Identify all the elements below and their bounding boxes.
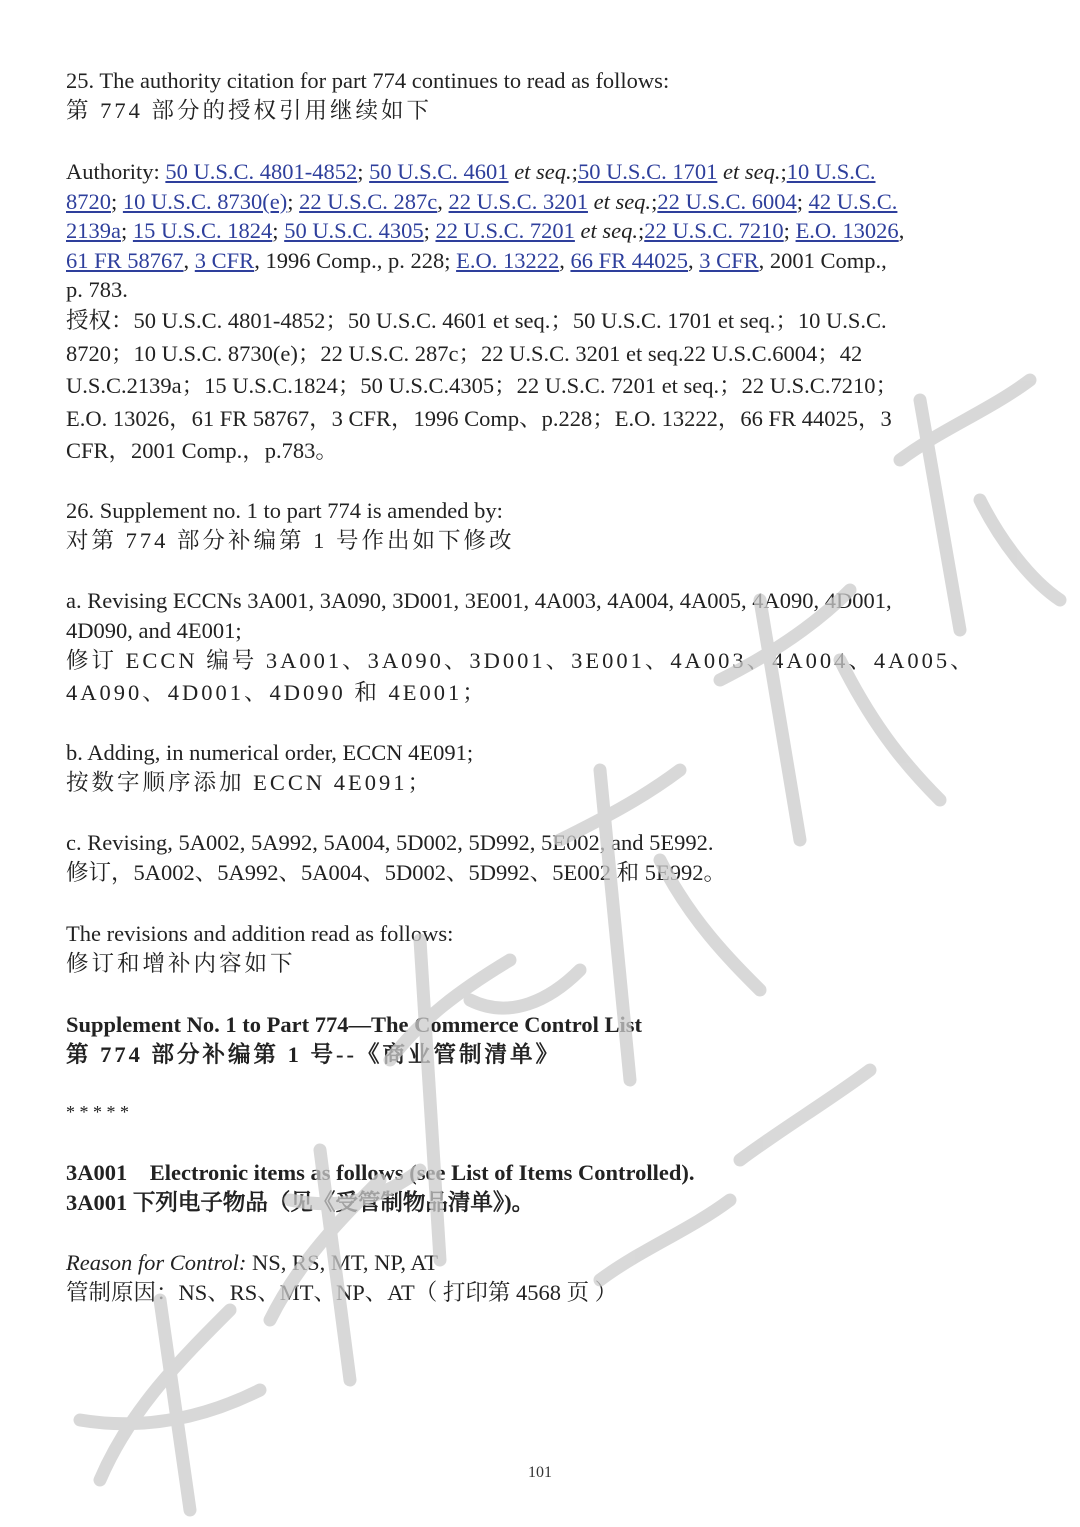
section-25-zh: 第 774 部分的授权引用继续如下 xyxy=(66,97,433,123)
comp-1996: 1996 Comp., p. 228; xyxy=(265,247,451,273)
citation-link[interactable]: 50 U.S.C. 1701 xyxy=(577,159,718,184)
watermark-image xyxy=(40,300,1080,1527)
authority-line-4: 61 FR 58767, 3 CFR, 1996 Comp., p. 228; E.O. 13222, 66 FR 44025, 3 CFR, 2001 Comp., xyxy=(66,247,887,273)
section-25 xyxy=(66,66,1018,125)
authority-zh xyxy=(66,305,1018,468)
citation-link[interactable]: 50 U.S.C. 4801-4852 xyxy=(165,159,358,184)
item-c-zh: 修订，5A002、5A992、5A004、5D002、5D992、5E002 和 5E992。 xyxy=(66,859,726,885)
citation-link[interactable]: 22 U.S.C. 7201 xyxy=(435,218,575,243)
item-a-zh-line: 修订 ECCN 编号 3A001、3A090、3D001、3E001、4A003、4A004、4A005、 xyxy=(66,648,976,673)
item-a-en-line: 4D090, and 4E001; xyxy=(66,617,242,643)
eccn-3a001 xyxy=(66,1158,1018,1217)
section-26-en: 26. Supplement no. 1 to part 774 is amended by: xyxy=(66,498,503,523)
item-c-en: c. Revising, 5A002, 5A992, 5A004, 5D002, 5D992, 5E002, and 5E992. xyxy=(66,830,714,855)
item-c xyxy=(66,828,1018,887)
authority-zh-line: CFR，2001 Comp.，p.783。 xyxy=(66,438,338,463)
section-26-zh: 对第 774 部分补编第 1 号作出如下修改 xyxy=(66,527,515,553)
et-seq: et seq. xyxy=(514,159,572,184)
citation-link[interactable]: 3 CFR xyxy=(699,247,759,273)
section-26 xyxy=(66,496,1018,555)
reason-en xyxy=(66,1248,1018,1278)
citation-link[interactable]: E.O. 13222 xyxy=(456,247,560,273)
supplement-en: Supplement No. 1 to Part 774—The Commerce Control List xyxy=(66,1012,642,1037)
citation-link[interactable]: 15 U.S.C. 1824 xyxy=(132,218,273,243)
citation-link[interactable]: 2139a xyxy=(66,218,121,243)
page-number: 101 xyxy=(528,1464,552,1481)
item-b xyxy=(66,738,1018,797)
section-25-en: 25. The authority citation for part 774 continues to read as follows: xyxy=(66,68,670,93)
revisions-en: The revisions and addition read as follows: xyxy=(66,921,454,946)
stars: * * * * * xyxy=(66,1102,129,1122)
authority-line-1: Authority: 50 U.S.C. 4801-4852; 50 U.S.C. 4601 et seq.;50 U.S.C. 1701 et seq.;10 U.S.C. xyxy=(66,159,876,184)
comp-2001: 2001 Comp., xyxy=(769,247,887,273)
et-seq: et seq. xyxy=(722,159,781,184)
citation-link[interactable]: 8720 xyxy=(66,188,111,214)
citation-link[interactable]: 10 U.S.C. xyxy=(786,159,876,184)
authority-line-3: 2139a; 15 U.S.C. 1824; 50 U.S.C. 4305; 22 U.S.C. 7201 et seq.;22 U.S.C. 7210; E.O. 13026, xyxy=(66,218,905,243)
revisions-zh: 修订和增补内容如下 xyxy=(66,950,296,976)
supplement-zh: 第 774 部分补编第 1 号--《商业管制清单》 xyxy=(66,1041,561,1067)
item-a-en-line: a. Revising ECCNs 3A001, 3A090, 3D001, 3E001, 4A003, 4A004, 4A005, 4A090, 4D001, xyxy=(66,588,892,613)
reason-zh: 管制原因：NS、RS、MT、NP、AT（ 打印第 4568 页 ） xyxy=(66,1279,618,1305)
citation-link[interactable]: 50 U.S.C. 4305 xyxy=(284,218,424,243)
et-seq: et seq. xyxy=(580,218,638,243)
revisions-note xyxy=(66,919,1018,978)
citation-link[interactable]: 66 FR 44025 xyxy=(570,247,688,273)
citation-link[interactable]: E.O. 13026 xyxy=(795,218,899,243)
reason-value: NS, RS, MT, NP, AT xyxy=(246,1250,438,1275)
authority-zh-line: 8720；10 U.S.C. 8730(e)；22 U.S.C. 287c；22 U.S.C. 3201 et seq.22 U.S.C.6004；42 xyxy=(66,340,863,366)
authority-line-5: p. 783. xyxy=(66,277,128,302)
et-seq: et seq. xyxy=(593,188,652,214)
reason-label: Reason for Control: xyxy=(66,1250,247,1275)
citation-link[interactable]: 3 CFR xyxy=(194,247,255,273)
reason-for-control xyxy=(66,1248,1018,1307)
authority-line-2: 8720; 10 U.S.C. 8730(e); 22 U.S.C. 287c, 22 U.S.C. 3201 et seq.;22 U.S.C. 6004; 42 U.S.C. xyxy=(66,188,898,214)
item-a-zh-line: 4A090、4D001、4D090 和 4E001； xyxy=(66,680,488,705)
item-b-en: b. Adding, in numerical order, ECCN 4E091; xyxy=(66,740,474,765)
citation-link[interactable]: 22 U.S.C. 6004 xyxy=(657,188,797,214)
item-b-zh: 按数字顺序添加 ECCN 4E091； xyxy=(66,769,434,795)
eccn-en: 3A001 Electronic items as follows (see List of Items Controlled). xyxy=(66,1160,695,1185)
citation-link[interactable]: 22 U.S.C. 287c xyxy=(299,188,438,214)
authority-zh-line: E.O. 13026，61 FR 58767，3 CFR，1996 Comp、p.228；E.O. 13222，66 FR 44025，3 xyxy=(66,405,892,431)
citation-link[interactable]: 10 U.S.C. 8730(e) xyxy=(122,188,288,214)
citation-link[interactable]: 50 U.S.C. 4601 xyxy=(369,159,509,184)
supplement-heading xyxy=(66,1010,1018,1069)
authority-zh-line: 授权：50 U.S.C. 4801-4852；50 U.S.C. 4601 et seq.；50 U.S.C. 1701 et seq.；10 U.S.C. xyxy=(66,308,887,333)
authority-label: Authority: xyxy=(66,159,160,184)
item-a xyxy=(66,586,1018,709)
citation-link[interactable]: 42 U.S.C. xyxy=(808,188,898,214)
authority-zh-line: U.S.C.2139a；15 U.S.C.1824；50 U.S.C.4305；22 U.S.C. 7201 et seq.；22 U.S.C.7210； xyxy=(66,373,898,398)
eccn-zh: 3A001 下列电子物品（见《受管制物品清单》)。 xyxy=(66,1189,535,1215)
separator-stars xyxy=(66,1098,1018,1128)
citation-link[interactable]: 22 U.S.C. 7210 xyxy=(644,218,784,243)
citation-link[interactable]: 22 U.S.C. 3201 xyxy=(448,188,588,214)
authority-citation xyxy=(66,157,1018,305)
citation-link[interactable]: 61 FR 58767 xyxy=(66,247,184,273)
